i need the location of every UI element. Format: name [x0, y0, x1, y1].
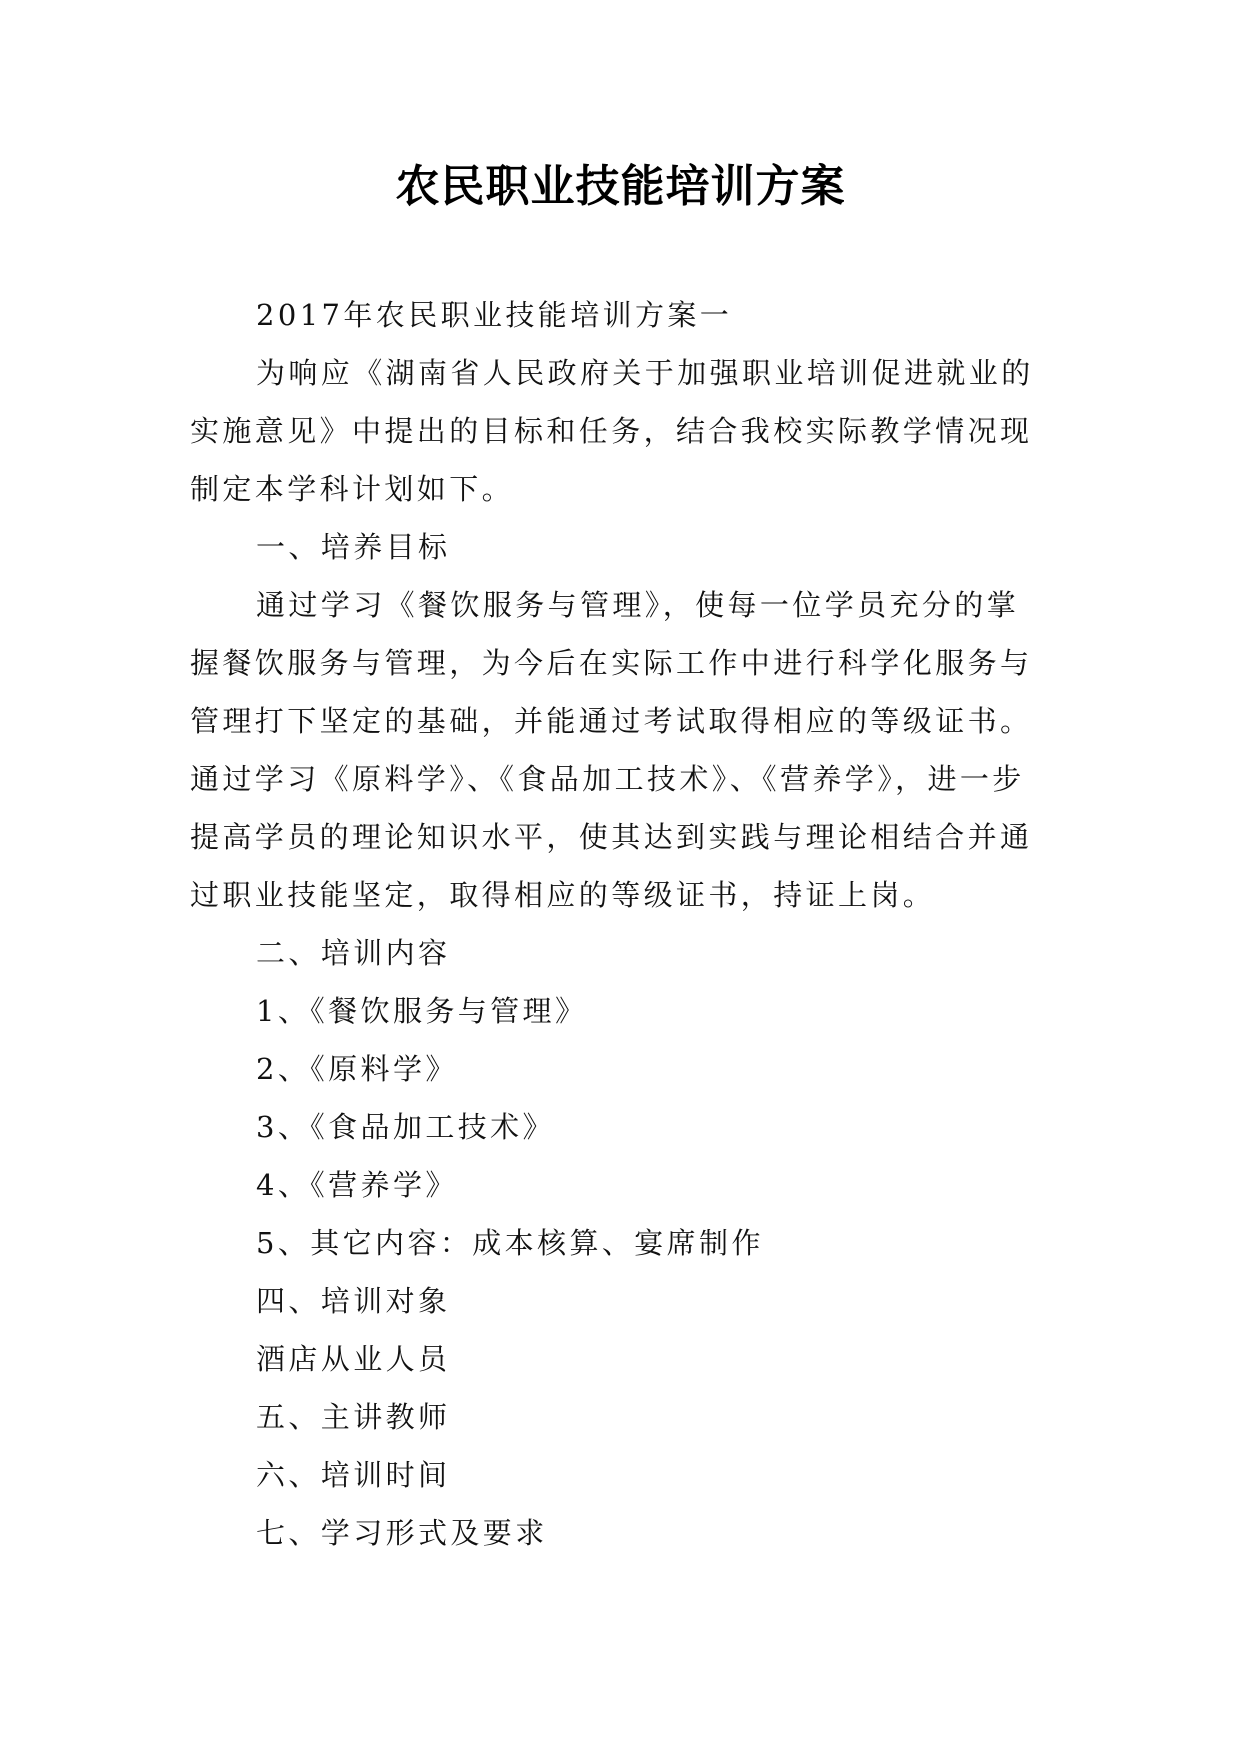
- section-heading: 四、培训对象: [256, 1284, 451, 1318]
- document-title: 农民职业技能培训方案: [395, 161, 846, 212]
- document-body: [190, 286, 1070, 1562]
- paragraph-line: 过职业技能坚定，取得相应的等级证书，持证上岗。: [190, 878, 936, 912]
- paragraph-line: 酒店从业人员: [256, 1342, 451, 1376]
- list-item: 1、《餐饮服务与管理》: [256, 994, 588, 1028]
- paragraph-line: 管理打下坚定的基础，并能通过考试取得相应的等级证书。: [190, 704, 1033, 738]
- section-heading: 六、培训时间: [256, 1458, 451, 1492]
- paragraph-line: 2017年农民职业技能培训方案一: [256, 298, 733, 332]
- paragraph-line: 提高学员的理论知识水平，使其达到实践与理论相结合并通: [190, 820, 1033, 854]
- paragraph-line: 通过学习《原料学》、《食品加工技术》、《营养学》，进一步: [190, 762, 1025, 796]
- paragraph-line: 握餐饮服务与管理，为今后在实际工作中进行科学化服务与: [190, 646, 1033, 680]
- paragraph-line: 实施意见》中提出的目标和任务，结合我校实际教学情况现: [190, 414, 1033, 448]
- list-item: 4、《营养学》: [256, 1168, 458, 1202]
- paragraph-line: 制定本学科计划如下。: [190, 472, 515, 506]
- list-item: 3、《食品加工技术》: [256, 1110, 555, 1144]
- paragraph-line: 通过学习《餐饮服务与管理》，使每一位学员充分的掌: [256, 588, 1020, 622]
- section-heading: 七、学习形式及要求: [256, 1516, 548, 1550]
- section-heading: 五、主讲教师: [256, 1400, 451, 1434]
- list-item: 2、《原料学》: [256, 1052, 458, 1086]
- section-heading: 二、培训内容: [256, 936, 451, 970]
- list-item: 5、其它内容：成本核算、宴席制作: [256, 1226, 764, 1260]
- section-heading: 一、培养目标: [256, 530, 451, 564]
- paragraph-line: 为响应《湖南省人民政府关于加强职业培训促进就业的: [256, 356, 1034, 390]
